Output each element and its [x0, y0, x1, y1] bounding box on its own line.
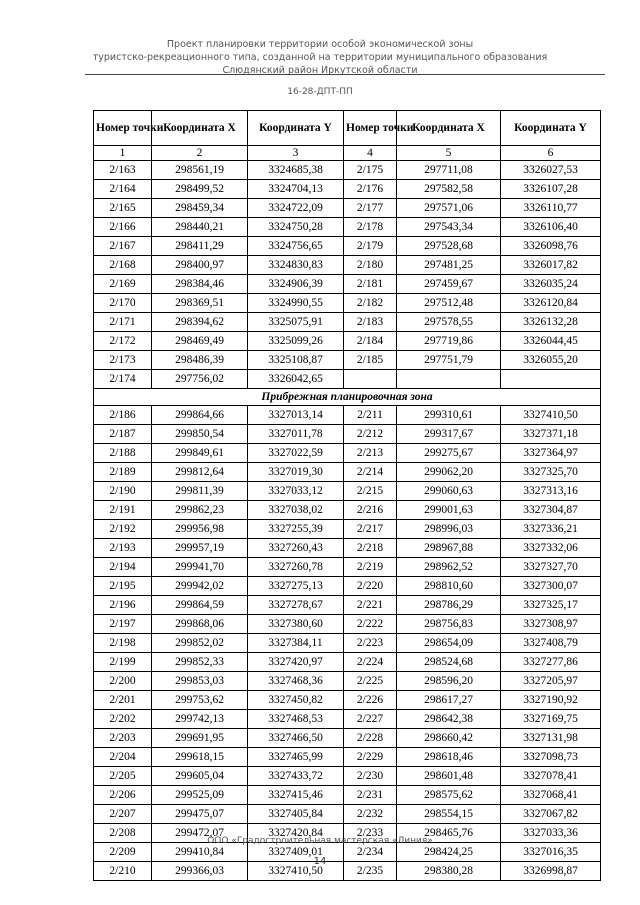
table-cell: 2/178 [344, 218, 397, 237]
table-cell: 3326998,87 [501, 862, 601, 881]
table-row [94, 444, 601, 463]
table-cell: 298642,38 [397, 710, 501, 729]
table-cell: 3327409,01 [248, 843, 344, 862]
table-cell: 298400,97 [152, 256, 248, 275]
table-cell: 299941,70 [152, 558, 248, 577]
table-cell: 2/164 [94, 180, 152, 199]
table-cell [397, 370, 501, 389]
table-cell: 3326044,45 [501, 332, 601, 351]
table-cell: 3327336,21 [501, 520, 601, 539]
table-cell: 3324750,28 [248, 218, 344, 237]
table-cell: 2/174 [94, 370, 152, 389]
table-cell: 2/218 [344, 539, 397, 558]
table-cell: 3324906,39 [248, 275, 344, 294]
table-cell: 297528,68 [397, 237, 501, 256]
page-number: 14 [313, 856, 327, 867]
table-cell: 299001,63 [397, 501, 501, 520]
table-cell: 3327033,36 [501, 824, 601, 843]
table-cell: 3327255,39 [248, 520, 344, 539]
table-row [94, 370, 601, 389]
table-cell: 3327022,59 [248, 444, 344, 463]
table-cell: 299475,07 [152, 805, 248, 824]
table-cell: 297719,86 [397, 332, 501, 351]
table-cell: 3327465,99 [248, 748, 344, 767]
table-row [94, 653, 601, 672]
table-row [94, 786, 601, 805]
table-cell: 3327169,75 [501, 710, 601, 729]
table-cell: 299410,84 [152, 843, 248, 862]
table-cell: 3327131,98 [501, 729, 601, 748]
table-cell: 298575,62 [397, 786, 501, 805]
column-index: 3 [248, 146, 344, 161]
table-row [94, 805, 601, 824]
table-cell: 297756,02 [152, 370, 248, 389]
table-cell [501, 370, 601, 389]
table-cell: 3326107,28 [501, 180, 601, 199]
table-cell: 2/166 [94, 218, 152, 237]
table-cell: 2/197 [94, 615, 152, 634]
table-cell: 3326027,53 [501, 161, 601, 180]
table-cell: 2/177 [344, 199, 397, 218]
table-cell: 298967,88 [397, 539, 501, 558]
table-cell: 3327408,79 [501, 634, 601, 653]
table-cell: 299853,03 [152, 672, 248, 691]
table-cell: 2/208 [94, 824, 152, 843]
table-cell: 2/173 [94, 351, 152, 370]
table-cell: 3327466,50 [248, 729, 344, 748]
table-cell: 3327415,46 [248, 786, 344, 805]
table-cell: 2/235 [344, 862, 397, 881]
table-cell: 298384,46 [152, 275, 248, 294]
table-row [94, 710, 601, 729]
table-row [94, 748, 601, 767]
header-line-3: Слюдянский район Иркутской области [222, 65, 418, 76]
table-cell: 3327410,50 [248, 862, 344, 881]
table-cell: 298660,42 [397, 729, 501, 748]
table-cell: 299862,23 [152, 501, 248, 520]
table-cell: 3327468,36 [248, 672, 344, 691]
table-cell: 3327260,43 [248, 539, 344, 558]
table-row [94, 180, 601, 199]
table-cell: 3327410,50 [501, 406, 601, 425]
table-cell: 3327405,84 [248, 805, 344, 824]
table-cell: 3327078,41 [501, 767, 601, 786]
table-cell: 3327308,97 [501, 615, 601, 634]
table-cell: 3324685,38 [248, 161, 344, 180]
table-row [94, 520, 601, 539]
table-cell: 299742,13 [152, 710, 248, 729]
table-cell: 297481,25 [397, 256, 501, 275]
table-cell: 298756,83 [397, 615, 501, 634]
table-cell: 3324830,83 [248, 256, 344, 275]
table-cell: 2/227 [344, 710, 397, 729]
table-cell: 298962,52 [397, 558, 501, 577]
table-cell: 299811,39 [152, 482, 248, 501]
table-cell: 2/193 [94, 539, 152, 558]
table-cell: 3326098,76 [501, 237, 601, 256]
header-coordinate-y-1: Координата Y [248, 111, 344, 146]
table-cell: 298380,28 [397, 862, 501, 881]
table-cell: 298654,09 [397, 634, 501, 653]
table-cell: 299062,20 [397, 463, 501, 482]
table-cell: 2/171 [94, 313, 152, 332]
table-cell: 3326132,28 [501, 313, 601, 332]
table-cell: 2/211 [344, 406, 397, 425]
table-cell: 2/188 [94, 444, 152, 463]
table-row [94, 406, 601, 425]
table-cell: 2/228 [344, 729, 397, 748]
table-cell: 3324722,09 [248, 199, 344, 218]
table-row [94, 275, 601, 294]
table-cell: 2/203 [94, 729, 152, 748]
header-point-number-1: Номер точки [94, 111, 152, 146]
table-cell: 298618,46 [397, 748, 501, 767]
table-cell: 2/179 [344, 237, 397, 256]
table-cell: 3327205,97 [501, 672, 601, 691]
table-cell: 3327380,60 [248, 615, 344, 634]
table-cell: 299864,59 [152, 596, 248, 615]
table-cell: 299852,02 [152, 634, 248, 653]
table-cell: 2/199 [94, 653, 152, 672]
table-cell: 297543,34 [397, 218, 501, 237]
header-line-1: Проект планировки территории особой экономической зоны [166, 39, 474, 50]
table-cell: 297578,55 [397, 313, 501, 332]
table-cell: 299366,03 [152, 862, 248, 881]
table-cell: 2/217 [344, 520, 397, 539]
table-row [94, 729, 601, 748]
table-row [94, 482, 601, 501]
table-cell: 2/170 [94, 294, 152, 313]
table-cell: 3324990,55 [248, 294, 344, 313]
table-row [94, 332, 601, 351]
document-header [0, 38, 640, 77]
table-cell: 299956,98 [152, 520, 248, 539]
table-row [94, 199, 601, 218]
table-cell: 298499,52 [152, 180, 248, 199]
table-cell: 2/175 [344, 161, 397, 180]
table-cell: 2/165 [94, 199, 152, 218]
table-cell [344, 370, 397, 389]
table-cell: 298524,68 [397, 653, 501, 672]
table-cell: 299605,04 [152, 767, 248, 786]
column-index: 1 [94, 146, 152, 161]
table-cell: 2/192 [94, 520, 152, 539]
table-row [94, 351, 601, 370]
table-row [94, 161, 601, 180]
table-cell: 298459,34 [152, 199, 248, 218]
table-cell: 3325075,91 [248, 313, 344, 332]
table-cell: 3327033,12 [248, 482, 344, 501]
table-cell: 2/222 [344, 615, 397, 634]
table-cell: 2/225 [344, 672, 397, 691]
table-cell: 2/229 [344, 748, 397, 767]
table-cell: 3327325,70 [501, 463, 601, 482]
table-cell: 2/232 [344, 805, 397, 824]
table-cell: 3327450,82 [248, 691, 344, 710]
table-cell: 298596,20 [397, 672, 501, 691]
table-cell: 2/213 [344, 444, 397, 463]
table-cell: 3327300,07 [501, 577, 601, 596]
table-cell: 2/234 [344, 843, 397, 862]
table-cell: 299060,63 [397, 482, 501, 501]
table-cell: 298440,21 [152, 218, 248, 237]
table-row [94, 596, 601, 615]
table-cell: 3325108,87 [248, 351, 344, 370]
table-row [94, 313, 601, 332]
table-cell: 2/219 [344, 558, 397, 577]
table-cell: 3327468,53 [248, 710, 344, 729]
table-cell: 299942,02 [152, 577, 248, 596]
table-cell: 3326055,20 [501, 351, 601, 370]
table-row [94, 425, 601, 444]
table-cell: 2/198 [94, 634, 152, 653]
table-cell: 298617,27 [397, 691, 501, 710]
table-cell: 298465,76 [397, 824, 501, 843]
table-cell: 2/180 [344, 256, 397, 275]
table-row [94, 558, 601, 577]
table-cell: 298554,15 [397, 805, 501, 824]
column-index: 6 [501, 146, 601, 161]
table-cell: 299525,09 [152, 786, 248, 805]
table-cell: 3327011,78 [248, 425, 344, 444]
table-cell: 2/182 [344, 294, 397, 313]
table-cell: 3326017,82 [501, 256, 601, 275]
table-row [94, 577, 601, 596]
table-cell: 298561,19 [152, 161, 248, 180]
table-cell: 3327068,41 [501, 786, 601, 805]
table-cell: 3327332,06 [501, 539, 601, 558]
table-cell: 2/181 [344, 275, 397, 294]
table-cell: 2/168 [94, 256, 152, 275]
table-cell: 3326106,40 [501, 218, 601, 237]
table-cell: 2/202 [94, 710, 152, 729]
table-cell: 2/230 [344, 767, 397, 786]
table-cell: 298786,29 [397, 596, 501, 615]
header-coordinate-y-2: Координата Y [501, 111, 601, 146]
table-cell: 297571,06 [397, 199, 501, 218]
table-cell: 2/224 [344, 653, 397, 672]
table-cell: 299618,15 [152, 748, 248, 767]
table-cell: 298996,03 [397, 520, 501, 539]
table-cell: 299868,06 [152, 615, 248, 634]
table-cell: 3327304,87 [501, 501, 601, 520]
column-index-row [94, 146, 601, 161]
section-title-row [94, 389, 601, 406]
header-divider [85, 74, 605, 75]
table-cell: 2/226 [344, 691, 397, 710]
table-cell: 3327325,17 [501, 596, 601, 615]
footer-company: ООО «Градостроительная мастерская «Линия» [207, 836, 433, 846]
table-cell: 297459,67 [397, 275, 501, 294]
table-cell: 298394,62 [152, 313, 248, 332]
table-cell: 299957,19 [152, 539, 248, 558]
table-cell: 2/176 [344, 180, 397, 199]
table-cell: 299691,95 [152, 729, 248, 748]
table-cell: 297711,08 [397, 161, 501, 180]
table-cell: 2/189 [94, 463, 152, 482]
table-cell: 3324704,13 [248, 180, 344, 199]
table-row [94, 691, 601, 710]
table-cell: 298469,49 [152, 332, 248, 351]
table-cell: 2/169 [94, 275, 152, 294]
table-cell: 3327190,92 [501, 691, 601, 710]
table-cell: 2/196 [94, 596, 152, 615]
table-cell: 2/233 [344, 824, 397, 843]
header-coordinate-x-2: Координата X [397, 111, 501, 146]
table-header-row [94, 111, 601, 146]
table-cell: 298424,25 [397, 843, 501, 862]
table-cell: 2/210 [94, 862, 152, 881]
table-cell: 3327277,86 [501, 653, 601, 672]
table-cell: 297582,58 [397, 180, 501, 199]
table-cell: 298601,48 [397, 767, 501, 786]
table-cell: 3327384,11 [248, 634, 344, 653]
table-cell: 3327420,97 [248, 653, 344, 672]
table-row [94, 237, 601, 256]
table-cell: 2/214 [344, 463, 397, 482]
header-line-2: туристско-рекреационного типа, созданной на территории муниципального образования [92, 52, 548, 63]
table-cell: 3327067,82 [501, 805, 601, 824]
table-cell: 2/184 [344, 332, 397, 351]
table-cell: 299310,61 [397, 406, 501, 425]
table-cell: 2/215 [344, 482, 397, 501]
table-cell: 299472,07 [152, 824, 248, 843]
table-cell: 3327313,16 [501, 482, 601, 501]
table-cell: 3327420,84 [248, 824, 344, 843]
table-cell: 2/204 [94, 748, 152, 767]
table-cell: 2/220 [344, 577, 397, 596]
table-cell: 299849,61 [152, 444, 248, 463]
coordinates-table [93, 110, 601, 881]
table-cell: 299812,64 [152, 463, 248, 482]
table-cell: 299317,67 [397, 425, 501, 444]
table-row [94, 218, 601, 237]
table-cell: 297512,48 [397, 294, 501, 313]
column-index: 2 [152, 146, 248, 161]
table-row [94, 539, 601, 558]
table-row [94, 672, 601, 691]
table-cell: 2/200 [94, 672, 152, 691]
table-cell: 2/231 [344, 786, 397, 805]
table-cell: 3326120,84 [501, 294, 601, 313]
table-cell: 298369,51 [152, 294, 248, 313]
table-cell: 3327260,78 [248, 558, 344, 577]
table-cell: 2/194 [94, 558, 152, 577]
table-cell: 2/185 [344, 351, 397, 370]
table-cell: 3327371,18 [501, 425, 601, 444]
table-row [94, 256, 601, 275]
table-cell: 3327098,73 [501, 748, 601, 767]
table-cell: 3327275,13 [248, 577, 344, 596]
table-cell: 2/205 [94, 767, 152, 786]
table-cell: 299753,62 [152, 691, 248, 710]
table-cell: 2/223 [344, 634, 397, 653]
document-code: 16-28-ДПТ-ПП [287, 87, 353, 97]
table-row [94, 463, 601, 482]
table-cell: 2/183 [344, 313, 397, 332]
table-cell: 299850,54 [152, 425, 248, 444]
table-cell: 2/216 [344, 501, 397, 520]
table-cell: 3326042,65 [248, 370, 344, 389]
table-cell: 2/172 [94, 332, 152, 351]
table-cell: 2/186 [94, 406, 152, 425]
table-cell: 2/187 [94, 425, 152, 444]
table-cell: 3327364,97 [501, 444, 601, 463]
table-cell: 2/207 [94, 805, 152, 824]
table-cell: 3327016,35 [501, 843, 601, 862]
table-cell: 3327278,67 [248, 596, 344, 615]
table-cell: 3327038,02 [248, 501, 344, 520]
table-cell: 2/167 [94, 237, 152, 256]
table-cell: 3326110,77 [501, 199, 601, 218]
column-index: 5 [397, 146, 501, 161]
table-cell: 3324756,65 [248, 237, 344, 256]
header-coordinate-x-1: Координата X [152, 111, 248, 146]
table-cell: 3325099,26 [248, 332, 344, 351]
table-cell: 2/195 [94, 577, 152, 596]
table-cell: 3327327,70 [501, 558, 601, 577]
table-cell: 299864,66 [152, 406, 248, 425]
table-cell: 3327019,30 [248, 463, 344, 482]
column-index: 4 [344, 146, 397, 161]
table-cell: 2/209 [94, 843, 152, 862]
table-cell: 2/190 [94, 482, 152, 501]
table-cell: 2/163 [94, 161, 152, 180]
table-cell: 3326035,24 [501, 275, 601, 294]
table-cell: 2/201 [94, 691, 152, 710]
table-cell: 2/206 [94, 786, 152, 805]
table-cell: 3327433,72 [248, 767, 344, 786]
table-row [94, 615, 601, 634]
table-cell: 298486,39 [152, 351, 248, 370]
section-title: Прибрежная планировочная зона [94, 389, 601, 406]
table-cell: 3327013,14 [248, 406, 344, 425]
header-point-number-2: Номер точки [344, 111, 397, 146]
table-cell: 297751,79 [397, 351, 501, 370]
table-cell: 2/191 [94, 501, 152, 520]
table-row [94, 634, 601, 653]
table-cell: 298411,29 [152, 237, 248, 256]
table-cell: 2/212 [344, 425, 397, 444]
table-cell: 2/221 [344, 596, 397, 615]
table-cell: 299275,67 [397, 444, 501, 463]
table-row [94, 501, 601, 520]
table-row [94, 294, 601, 313]
table-row [94, 767, 601, 786]
table-cell: 298810,60 [397, 577, 501, 596]
table-cell: 299852,33 [152, 653, 248, 672]
